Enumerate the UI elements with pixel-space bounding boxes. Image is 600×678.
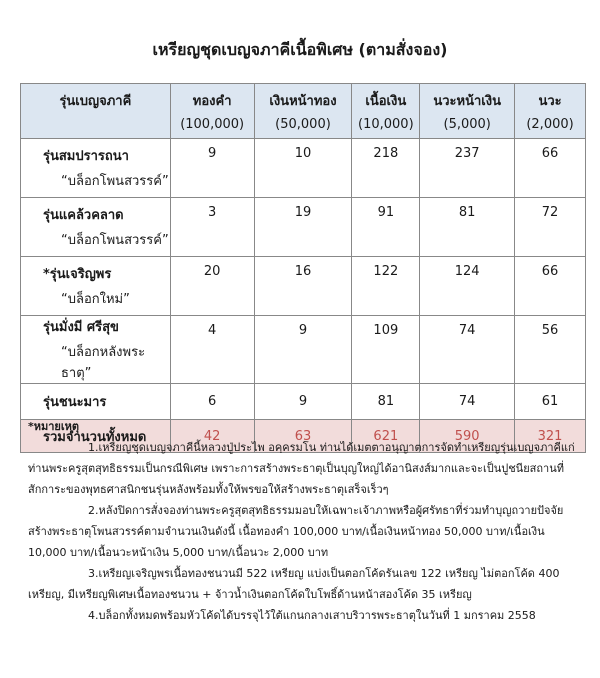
value-cell: 10 (254, 139, 352, 198)
value-cell: 74 (420, 316, 515, 384)
value-cell: 9 (170, 139, 254, 198)
value-cell: 218 (352, 139, 420, 198)
note-3: 3.เหรียญเจริญพรเนื้อทองชนวนมี 522 เหรียญ แบ่งเป็นตอกโค้ดรันเลข 122 เหรียญ ไม่ตอกโค้ด 400 เหรียญ, มีเหรียญพิเศษเนื้อทองชนวน + จ้าวน้ำเงินตอกโค้ดใบโพธิ์ด้านหน้าสองโค้ด 35 เหรียญ (28, 567, 560, 601)
series-cell: รุ่นสมปรารถนา “บล็อกโพนสวรรค์” (21, 139, 171, 198)
total-value: 63 (254, 420, 352, 453)
header-silver: เนื้อเงิน (10,000) (352, 84, 420, 139)
value-cell: 4 (170, 316, 254, 384)
value-cell: 16 (254, 257, 352, 316)
header-gold-faced-silver: เงินหน้าทอง (50,000) (254, 84, 352, 139)
value-cell: 19 (254, 198, 352, 257)
header-nawa: นวะ (2,000) (515, 84, 586, 139)
total-value: 321 (515, 420, 586, 453)
value-cell: 20 (170, 257, 254, 316)
series-cell: รุ่นแคล้วคลาด “บล็อกโพนสวรรค์” (21, 198, 171, 257)
value-cell: 237 (420, 139, 515, 198)
total-label: รวมจำนวนทั้งหมด (21, 420, 171, 453)
value-cell: 3 (170, 198, 254, 257)
table-row (21, 384, 586, 420)
table-row (21, 139, 586, 198)
header-series: รุ่นเบญจภาคี (21, 84, 171, 139)
note-1: 1.เหรียญชุดเบญจภาคีนี้หลวงปู่ประไพ อคฺครมโน ท่านได้เมตตาอนุญาตการจัดทำเหรียญรุ่นเบญจภาคีแก่ท่านพระครูสุตสุทธิธรรมเป็นกรณีพิเศษ เพราะการสร้างพระธาตุเป็นบุญใหญ่ได้อานิสงส์มากและจะเป็นปูชนียสถานที่สักการะของพุทธศาสนิกชนรุ่นหลังพร้อมทั้งให้พรขอให้สร้างพระธาตุเสร็จเร็วๆ (28, 441, 575, 496)
header-row (21, 84, 586, 139)
total-value: 621 (352, 420, 420, 453)
table-row (21, 198, 586, 257)
total-value: 590 (420, 420, 515, 453)
value-cell: 72 (515, 198, 586, 257)
series-cell: รุ่นมั่งมี ศรีสุข “บล็อกหลังพระธาตุ” (21, 316, 171, 384)
value-cell: 109 (352, 316, 420, 384)
table-row (21, 316, 586, 384)
value-cell: 6 (170, 384, 254, 420)
notes-heading: *หมายเหตุ (28, 420, 80, 433)
value-cell: 9 (254, 316, 352, 384)
value-cell: 81 (420, 198, 515, 257)
coin-table (20, 83, 586, 453)
series-cell: รุ่นชนะมาร (21, 384, 171, 420)
value-cell: 66 (515, 257, 586, 316)
value-cell: 61 (515, 384, 586, 420)
page-title: เหรียญชุดเบญจภาคีเนื้อพิเศษ (ตามสั่งจอง) (152, 40, 448, 59)
header-gold: ทองคำ (100,000) (170, 84, 254, 139)
table-row (21, 257, 586, 316)
series-cell: *รุ่นเจริญพร “บล็อกใหม่” (21, 257, 171, 316)
value-cell: 91 (352, 198, 420, 257)
note-2: 2.หลังปิดการสั่งจองท่านพระครูสุตสุทธิธรรมมอบให้เฉพาะเจ้าภาพหรือผู้ศรัทธาที่ร่วมทำบุญถวายปัจจัยสร้างพระธาตุโพนสวรรค์ตามจำนวนเงินดังนี้ เนื้อทองคำ 100,000 บาท/เนื้อเงินหน้าทอง 50,000 บาท/เนื้อเงิน 10,000 บาท/เนื้อนวะหน้าเงิน 5,000 บาท/เนื้อนวะ 2,000 บาท (28, 504, 564, 559)
value-cell: 74 (420, 384, 515, 420)
total-value: 42 (170, 420, 254, 453)
value-cell: 56 (515, 316, 586, 384)
value-cell: 124 (420, 257, 515, 316)
value-cell: 122 (352, 257, 420, 316)
header-silver-faced-nawa: นวะหน้าเงิน (5,000) (420, 84, 515, 139)
note-4: 4.บล็อกทั้งหมดพร้อมหัวโค้ดได้บรรจุไว้ใต้แกนกลางเสาบริวารพระธาตุในวันที่ 1 มกราคม 2558 (88, 609, 536, 622)
value-cell: 66 (515, 139, 586, 198)
value-cell: 81 (352, 384, 420, 420)
notes-section (28, 416, 576, 626)
value-cell: 9 (254, 384, 352, 420)
